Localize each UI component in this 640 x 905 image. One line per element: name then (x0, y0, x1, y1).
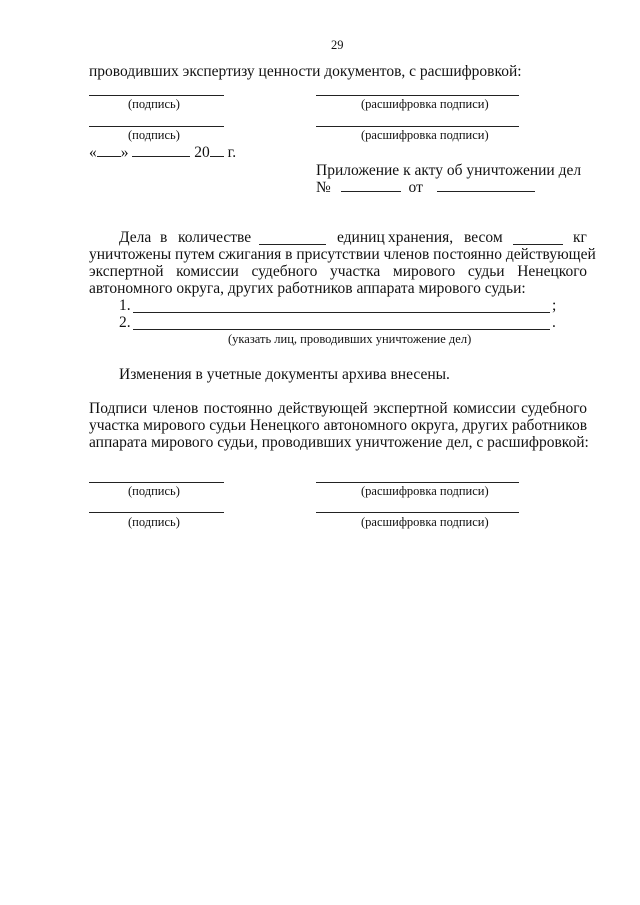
signature-caption-2: (подпись) (128, 128, 180, 142)
from-blank (437, 179, 535, 192)
decode-caption-4: (расшифровка подписи) (361, 515, 489, 529)
quote-open: « (89, 144, 97, 161)
weight-blank (513, 244, 563, 245)
signature-line-3 (89, 482, 224, 483)
list-item-1-number: 1. (119, 297, 131, 314)
units-blank (259, 244, 326, 245)
list-item-2-number: 2. (119, 314, 131, 331)
year-prefix: 20 (194, 144, 210, 161)
p1-word-g: кг (573, 229, 587, 246)
p1-word-d: единиц (337, 229, 385, 246)
from-label: от (408, 179, 423, 196)
p1-word-b: в (160, 229, 168, 246)
signatures-line-1: Подписи членов постоянно действующей экспертной комиссии судебного (89, 400, 587, 417)
page-number: 29 (331, 38, 344, 52)
list-item-2-end: . (552, 314, 556, 331)
decode-caption-1: (расшифровка подписи) (361, 97, 489, 111)
p1-word-c: количестве (178, 229, 252, 246)
year-blank (210, 144, 224, 157)
year-suffix: г. (227, 144, 237, 161)
p1-word-a: Дела (119, 229, 152, 246)
decode-line-4 (316, 512, 519, 513)
signature-line-4 (89, 512, 224, 513)
p1-word-f: весом (464, 229, 503, 246)
date-line (89, 144, 236, 161)
number-sign: № (316, 179, 331, 196)
signature-caption-3: (подпись) (128, 484, 180, 498)
quote-close: » (120, 144, 129, 161)
decode-line-3 (316, 482, 519, 483)
appendix-number-line (316, 179, 535, 196)
intro-line: проводивших экспертизу ценности документов, с расшифровкой: (89, 63, 522, 80)
appendix-title: Приложение к акту об уничтожении дел (316, 162, 582, 179)
destruction-line-2: уничтожены путем сжигания в присутствии членов постоянно действующей (89, 246, 596, 263)
number-blank (341, 179, 401, 192)
signature-caption-4: (подпись) (128, 515, 180, 529)
list-item-1-line (133, 312, 550, 313)
day-blank (97, 144, 121, 157)
decode-line-2 (316, 126, 519, 127)
decode-caption-2: (расшифровка подписи) (361, 128, 489, 142)
decode-line-1 (316, 95, 519, 96)
signatures-line-2: участка мирового судьи Ненецкого автономного округа, других работников (89, 417, 588, 434)
signature-line-2 (89, 126, 224, 127)
list-item-1-end: ; (552, 297, 557, 314)
p1-word-e: хранения, (388, 229, 454, 246)
list-caption: (указать лиц, проводивших уничтожение дел) (228, 332, 472, 346)
list-item-2-line (133, 329, 550, 330)
signature-line-1 (89, 95, 224, 96)
signatures-line-3: аппарата мирового судьи, проводивших уничтожение дел, с расшифровкой: (89, 434, 589, 451)
changes-line: Изменения в учетные документы архива внесены. (119, 366, 450, 383)
destruction-line-4: автономного округа, других работников аппарата мирового судьи: (89, 280, 526, 297)
destruction-line-3: экспертной комиссии судебного участка мирового судьи Ненецкого (89, 263, 587, 280)
month-blank (132, 144, 190, 157)
decode-caption-3: (расшифровка подписи) (361, 484, 489, 498)
signature-caption-1: (подпись) (128, 97, 180, 111)
